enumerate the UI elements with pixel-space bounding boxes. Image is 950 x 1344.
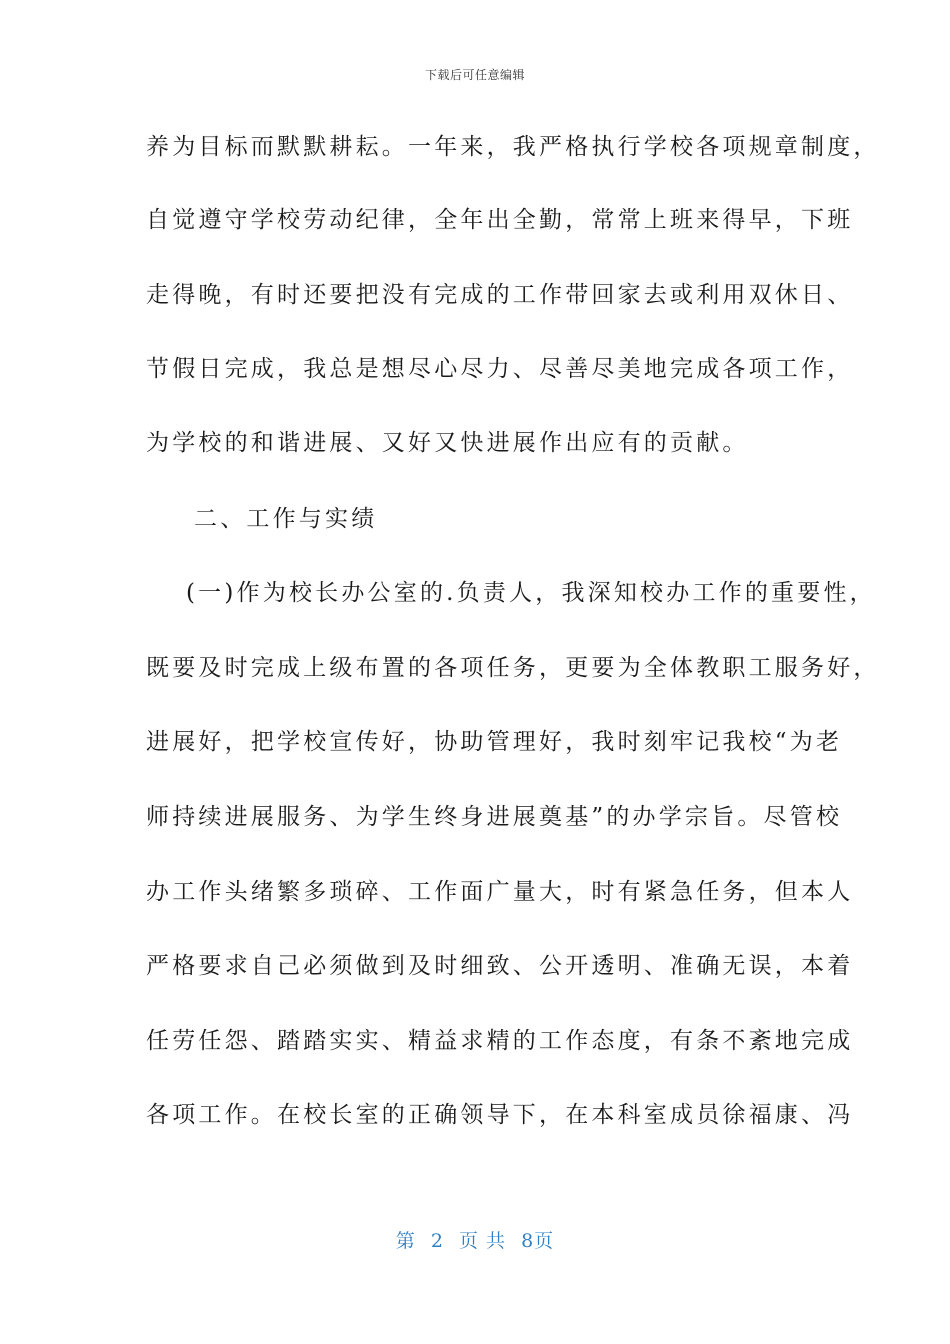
paragraph-line: 自觉遵守学校劳动纪律，全年出全勤，常常上班来得早，下班 — [146, 207, 854, 233]
paragraph-line: 办工作头绪繁多琐碎、工作面广量大，时有紧急任务，但本人 — [146, 879, 854, 905]
footer-prefix: 第 — [395, 1230, 416, 1252]
footer-total-pages: 8页 — [521, 1230, 555, 1252]
paragraph-line: 既要及时完成上级布置的各项任务，更要为全体教职工服务好， — [146, 655, 880, 681]
page-footer — [0, 1226, 950, 1253]
paragraph-line: 师持续进展服务、为学生终身进展奠基”的办学宗旨。尽管校 — [146, 804, 843, 830]
paragraph-line: 各项工作。在校长室的正确领导下，在本科室成员徐福康、冯 — [146, 1102, 854, 1128]
footer-page-number: 2 — [430, 1230, 444, 1252]
paragraph-line: 走得晚，有时还要把没有完成的工作带回家去或利用双休日、 — [146, 282, 854, 308]
paragraph-line: 严格要求自己必须做到及时细致、公开透明、准确无误，本着 — [146, 953, 854, 979]
paragraph-line: 为学校的和谐进展、又好又快进展作出应有的贡献。 — [146, 430, 749, 456]
paragraph-line: 节假日完成，我总是想尽心尽力、尽善尽美地完成各项工作， — [146, 356, 854, 382]
page-header: 下载后可任意编辑 — [424, 68, 525, 82]
section-heading: 二、工作与实绩 — [194, 506, 378, 532]
paragraph-line: 进展好，把学校宣传好，协助管理好，我时刻牢记我校“为老 — [146, 729, 843, 755]
paragraph-line: 养为目标而默默耕耘。一年来，我严格执行学校各项规章制度， — [146, 134, 880, 160]
paragraph-line: 任劳任怨、踏踏实实、精益求精的工作态度，有条不紊地完成 — [146, 1028, 854, 1054]
paragraph-line: (一)作为校长办公室的.负责人，我深知校办工作的重要性， — [186, 580, 876, 606]
footer-middle: 页 共 — [459, 1230, 507, 1252]
